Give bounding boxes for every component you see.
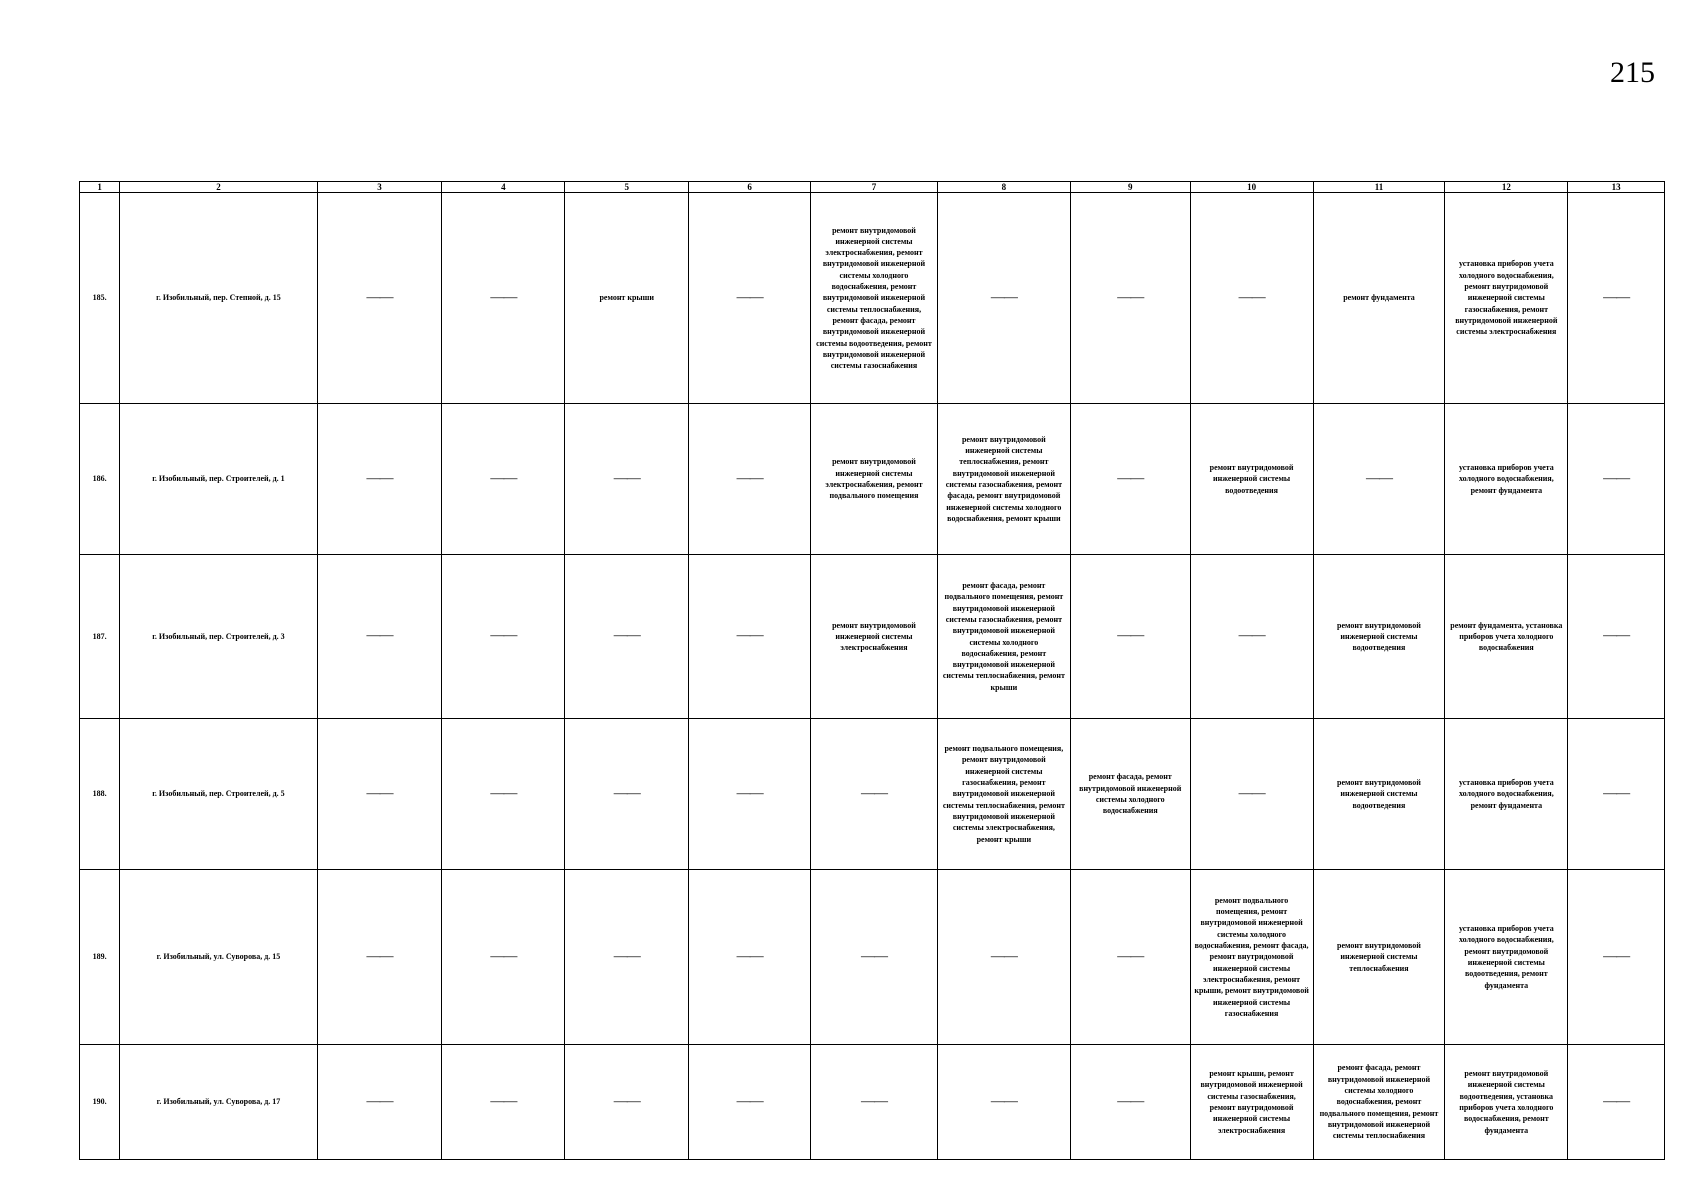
cell-col-8: —— [937, 870, 1070, 1045]
row-number: 187. [80, 555, 120, 719]
cell-col-13: —— [1568, 870, 1665, 1045]
row-number: 185. [80, 193, 120, 404]
cell-col-9: ремонт фасада, ремонт внутридомовой инженерной системы холодного водоснабжения [1070, 719, 1190, 870]
cell-col-3: —— [317, 555, 442, 719]
repair-schedule-table [79, 181, 1665, 1160]
address-cell: г. Изобильный, пер. Степной, д. 15 [120, 193, 317, 404]
address-cell: г. Изобильный, пер. Строителей, д. 5 [120, 719, 317, 870]
page-number: 215 [1610, 56, 1655, 89]
cell-col-11: ремонт фасада, ремонт внутридомовой инженерной системы холодного водоснабжения, ремонт подвального помещения, ремонт внутридомовой инженерной системы теплоснабжения [1313, 1045, 1445, 1160]
column-header: 5 [565, 182, 689, 193]
cell-col-11: ремонт внутридомовой инженерной системы теплоснабжения [1313, 870, 1445, 1045]
cell-col-6: —— [689, 555, 811, 719]
cell-col-5: ремонт крыши [565, 193, 689, 404]
cell-col-8: —— [937, 1045, 1070, 1160]
table-row [80, 719, 1665, 870]
cell-col-12: ремонт внутридомовой инженерной системы водоотведения, установка приборов учета холодного водоснабжения, ремонт фундамента [1445, 1045, 1568, 1160]
cell-col-5: —— [565, 870, 689, 1045]
table-row [80, 1045, 1665, 1160]
column-header: 7 [811, 182, 938, 193]
cell-col-9: —— [1070, 404, 1190, 555]
column-header: 12 [1445, 182, 1568, 193]
row-number: 186. [80, 404, 120, 555]
table-row [80, 193, 1665, 404]
table-row [80, 555, 1665, 719]
cell-col-5: —— [565, 404, 689, 555]
cell-col-12: установка приборов учета холодного водоснабжения, ремонт внутридомовой инженерной системы водоотведения, ремонт фундамента [1445, 870, 1568, 1045]
row-number: 189. [80, 870, 120, 1045]
cell-col-7: —— [811, 1045, 938, 1160]
cell-col-6: —— [689, 719, 811, 870]
cell-col-9: —— [1070, 870, 1190, 1045]
cell-col-3: —— [317, 870, 442, 1045]
cell-col-5: —— [565, 719, 689, 870]
cell-col-6: —— [689, 193, 811, 404]
column-header: 1 [80, 182, 120, 193]
column-header: 4 [442, 182, 565, 193]
address-cell: г. Изобильный, пер. Строителей, д. 3 [120, 555, 317, 719]
cell-col-4: —— [442, 555, 565, 719]
column-header: 3 [317, 182, 442, 193]
cell-col-3: —— [317, 719, 442, 870]
cell-col-7: —— [811, 870, 938, 1045]
cell-col-10: ремонт крыши, ремонт внутридомовой инженерной системы газоснабжения, ремонт внутридомовой инженерной системы электроснабжения [1190, 1045, 1313, 1160]
column-header: 11 [1313, 182, 1445, 193]
cell-col-7: ремонт внутридомовой инженерной системы электроснабжения, ремонт внутридомовой инженерной системы холодного водоснабжения, ремонт внутридомовой инженерной системы теплоснабжения, ремонт фасада, ремонт внутридомовой инженерной системы водоотведения, ремонт внутридомовой инженерной системы газоснабжения [811, 193, 938, 404]
column-header: 9 [1070, 182, 1190, 193]
cell-col-12: установка приборов учета холодного водоснабжения, ремонт фундамента [1445, 404, 1568, 555]
cell-col-4: —— [442, 404, 565, 555]
cell-col-11: ремонт фундамента [1313, 193, 1445, 404]
cell-col-8: —— [937, 193, 1070, 404]
cell-col-13: —— [1568, 555, 1665, 719]
cell-col-4: —— [442, 1045, 565, 1160]
cell-col-8: ремонт фасада, ремонт подвального помещения, ремонт внутридомовой инженерной системы газоснабжения, ремонт внутридомовой инженерной системы холодного водоснабжения, ремонт внутридомовой инженерной системы теплоснабжения, ремонт крыши [937, 555, 1070, 719]
column-header: 8 [937, 182, 1070, 193]
cell-col-10: —— [1190, 555, 1313, 719]
cell-col-13: —— [1568, 719, 1665, 870]
cell-col-6: —— [689, 1045, 811, 1160]
column-header: 6 [689, 182, 811, 193]
cell-col-7: ремонт внутридомовой инженерной системы электроснабжения, ремонт подвального помещения [811, 404, 938, 555]
table-row [80, 404, 1665, 555]
cell-col-8: ремонт подвального помещения, ремонт внутридомовой инженерной системы газоснабжения, ремонт внутридомовой инженерной системы теплоснабжения, ремонт внутридомовой инженерной системы электроснабжения, ремонт крыши [937, 719, 1070, 870]
cell-col-5: —— [565, 1045, 689, 1160]
cell-col-10: ремонт подвального помещения, ремонт внутридомовой инженерной системы холодного водоснабжения, ремонт фасада, ремонт внутридомовой инженерной системы электроснабжения, ремонт крыши, ремонт внутридомовой инженерной системы газоснабжения [1190, 870, 1313, 1045]
cell-col-9: —— [1070, 1045, 1190, 1160]
cell-col-4: —— [442, 870, 565, 1045]
cell-col-3: —— [317, 404, 442, 555]
cell-col-13: —— [1568, 404, 1665, 555]
column-header: 10 [1190, 182, 1313, 193]
cell-col-13: —— [1568, 193, 1665, 404]
address-cell: г. Изобильный, пер. Строителей, д. 1 [120, 404, 317, 555]
cell-col-13: —— [1568, 1045, 1665, 1160]
cell-col-6: —— [689, 404, 811, 555]
cell-col-3: —— [317, 1045, 442, 1160]
cell-col-9: —— [1070, 193, 1190, 404]
row-number: 188. [80, 719, 120, 870]
cell-col-11: ремонт внутридомовой инженерной системы водоотведения [1313, 555, 1445, 719]
cell-col-10: —— [1190, 719, 1313, 870]
address-cell: г. Изобильный, ул. Суворова, д. 15 [120, 870, 317, 1045]
cell-col-4: —— [442, 719, 565, 870]
cell-col-6: —— [689, 870, 811, 1045]
column-header: 13 [1568, 182, 1665, 193]
cell-col-7: ремонт внутридомовой инженерной системы электроснабжения [811, 555, 938, 719]
cell-col-8: ремонт внутридомовой инженерной системы теплоснабжения, ремонт внутридомовой инженерной системы газоснабжения, ремонт фасада, ремонт внутридомовой инженерной системы холодного водоснабжения, ремонт крыши [937, 404, 1070, 555]
column-header: 2 [120, 182, 317, 193]
cell-col-3: —— [317, 193, 442, 404]
cell-col-11: —— [1313, 404, 1445, 555]
cell-col-7: —— [811, 719, 938, 870]
cell-col-11: ремонт внутридомовой инженерной системы водоотведения [1313, 719, 1445, 870]
cell-col-10: —— [1190, 193, 1313, 404]
cell-col-5: —— [565, 555, 689, 719]
row-number: 190. [80, 1045, 120, 1160]
cell-col-12: установка приборов учета холодного водоснабжения, ремонт внутридомовой инженерной системы газоснабжения, ремонт внутридомовой инженерной системы электроснабжения [1445, 193, 1568, 404]
table-row [80, 870, 1665, 1045]
address-cell: г. Изобильный, ул. Суворова, д. 17 [120, 1045, 317, 1160]
cell-col-10: ремонт внутридомовой инженерной системы водоотведения [1190, 404, 1313, 555]
column-number-row [80, 182, 1665, 193]
cell-col-4: —— [442, 193, 565, 404]
cell-col-9: —— [1070, 555, 1190, 719]
cell-col-12: ремонт фундамента, установка приборов учета холодного водоснабжения [1445, 555, 1568, 719]
cell-col-12: установка приборов учета холодного водоснабжения, ремонт фундамента [1445, 719, 1568, 870]
